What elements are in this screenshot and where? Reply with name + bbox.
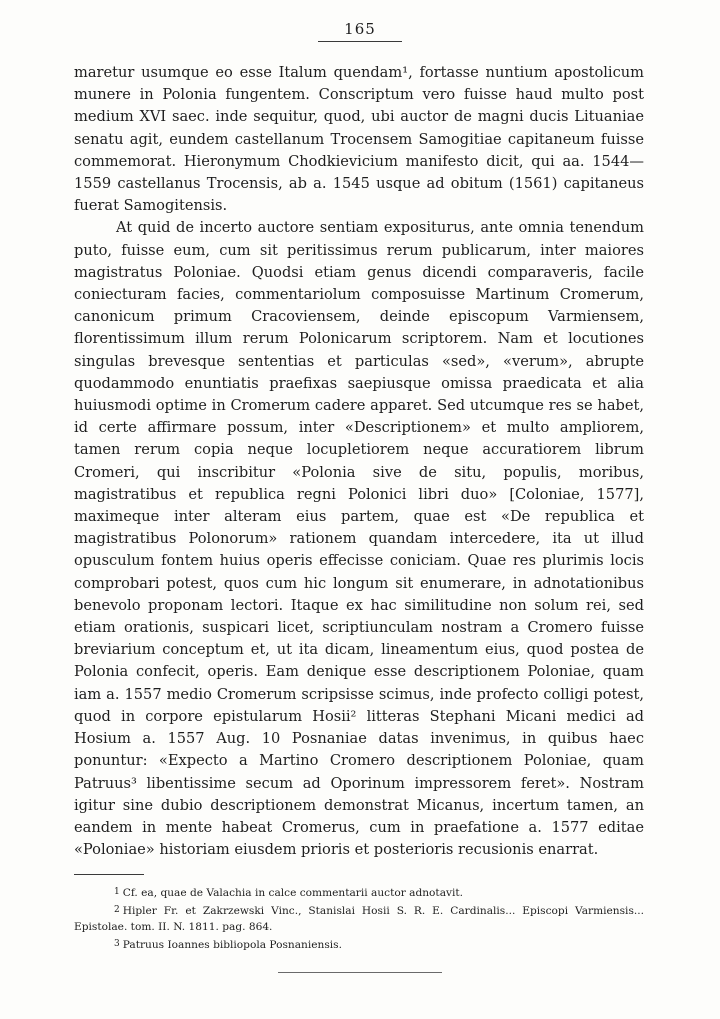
paragraph-2: At quid de incerto auctore sentiam expositurus, ante omnia tenendum puto, fuisse eum, cum sit peritissimus rerum publicarum, inter maiores magistratus Poloniae. Quodsi etiam genus dicendi comparaveris, facile coniecturam facies, commentariolum composuisse Martinum Cromerum, canonicum primum Cracoviensem, deinde episcopum Varmiensem, florentissimum illum rerum Polonicarum scriptorem. Nam et locutiones singulas brevesque sententias et particulas «sed», «verum», abrupte quodammodo enuntiatis praefixas saepiusque omissa praedicata et alia huiusmodi optime in Cromerum cadere apparet. Sed utcumque res se habet, id certe affirmare possum, inter «Descriptionem» et multo ampliorem, tamen rerum copia neque locupletiorem neque accuratiorem librum Cromeri, qui inscribitur «Polonia sive de situ, populis, moribus, magistratibus et republica regni Polonici libri duo» [Coloniae, 1577], maximeque inter alteram eius partem, quae est «De republica et magistratibus Polonorum» rationem quandam intercedere, ita ut illud opusculum fontem huius operis effecisse coniciam. Quae res plurimis locis comprobari potest, quos cum hic longum sit enumerare, in adnotationibus benevolo proponam lectori. Itaque ex hac similitudine non solum rei, sed etiam orationis, suspicari licet, scriptiunculam nostram a Cromero fuisse breviarium conceptum et, ut ita dicam, lineamentum eius, quod postea de Polonia confecit, operis. Eam denique esse descriptionem Poloniae, quam iam a. 1557 medio Cromerum scripsisse scimus, inde profecto colligi potest, quod in corpore epistularum Hosii² litteras Stephani Micani medici ad Hosium a. 1557 Aug. 10 Posnaniae datas invenimus, in quibus haec ponuntur: «Expecto a Martino Cromero descriptionem Poloniae, quam Patruus³ libentissime secum ad Oporinum impressorem feret». Nostram igitur sine dubio descriptionem demonstrat Micanus, incertum tamen, an eandem in mente habeat Cromerus, cum in praefatione a. 1577 editae «Poloniae» historiam eiusdem prioris et posterioris recusionis enarrat. (74, 219, 644, 859)
header-rule (318, 41, 402, 42)
footnote-text: Cf. ea, quae de Valachia in calce commentarii auctor adnotavit. (122, 887, 464, 899)
footnote-text: Hipler Fr. et Zakrzewski Vinc., Stanislai Hosii S. R. E. Cardinalis... Episcopi Varmiensis... Epistolae. tom. II. N. 1811. pag. 864. (74, 904, 644, 933)
footnote-mark: 1 (114, 887, 120, 897)
footnote-1 (74, 884, 644, 902)
footnote-rule (74, 874, 144, 875)
footnote-3 (74, 936, 644, 954)
page-number: 165 (344, 20, 376, 38)
paragraph-1: maretur usumque eo esse Italum quendam¹, fortasse nuntium apostolicum munere in Polonia fungentem. Conscriptum vero fuisse haud multo post medium XVI saec. inde sequitur, quod, ubi auctor de magni ducis Lituaniae senatu agit, eundem castellanum Trocensem Samogitiae capitaneum fuisse commemorat. Hieronymum Chodkievicium manifesto dicit, qui aa. 1544—1559 castellanus Trocensis, ab a. 1545 usque ad obitum (1561) capitaneus fuerat Samogitensis. (74, 64, 644, 215)
footnotes (74, 884, 644, 953)
bottom-rule (278, 972, 442, 973)
footnote-2 (74, 902, 644, 936)
footnote-mark: 3 (114, 938, 120, 949)
footnote-mark: 2 (114, 904, 120, 915)
footnote-text: Patruus Ioannes bibliopola Posnaniensis. (122, 938, 342, 951)
body-text (74, 62, 644, 861)
